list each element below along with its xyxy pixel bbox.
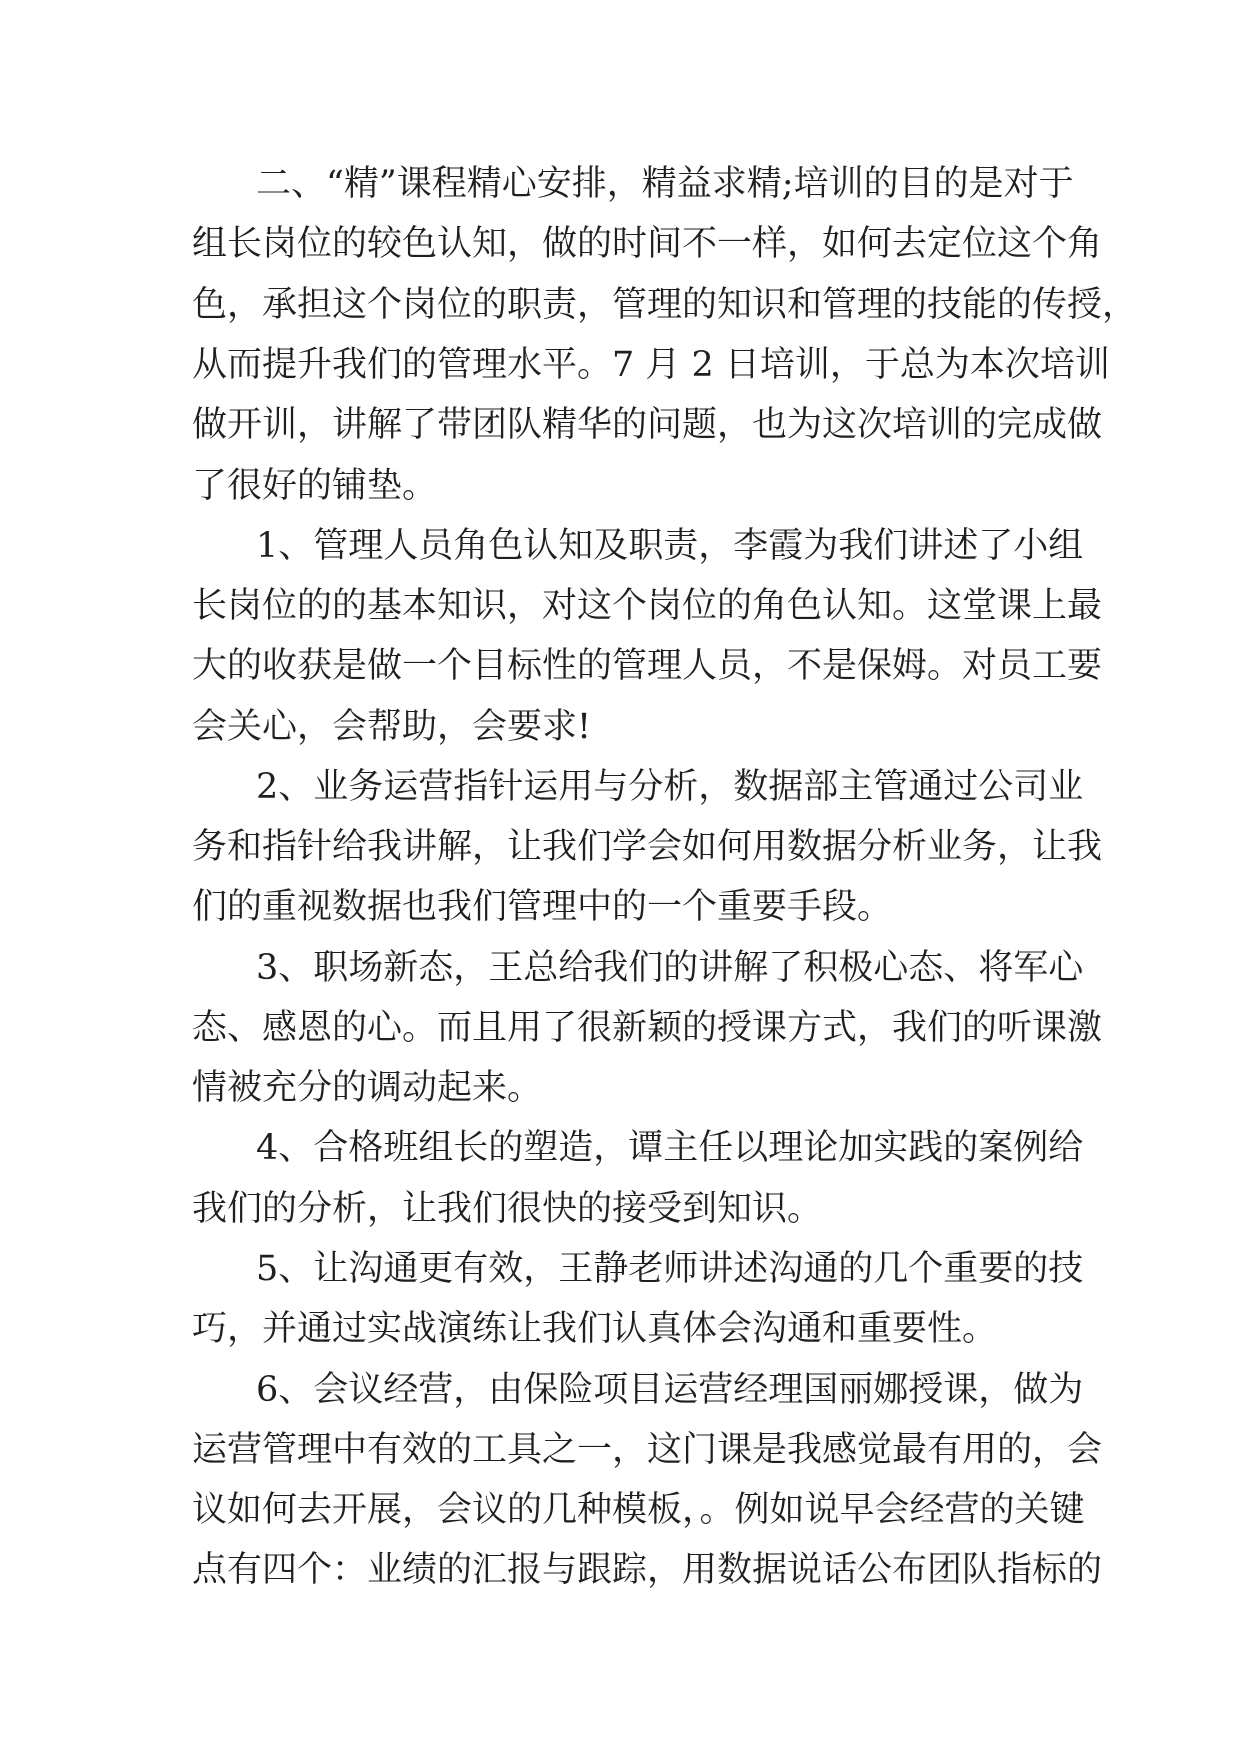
paragraph-line: 长岗位的的基本知识，对这个岗位的角色认知。这堂课上最 — [192, 586, 1103, 626]
paragraph-line: 4、合格班组长的塑造，谭主任以理论加实践的案例给 — [256, 1128, 1084, 1168]
paragraph-line: 大的收获是做一个目标性的管理人员，不是保姆。对员工要 — [192, 646, 1103, 686]
paragraph-line: 组长岗位的较色认知，做的时间不一样，如何去定位这个角 — [192, 224, 1103, 264]
paragraph-line: 我们的分析，让我们很快的接受到知识。 — [192, 1189, 823, 1229]
paragraph-line: 议如何去开展，会议的几种模板，。例如说早会经营的关键 — [192, 1490, 1085, 1530]
paragraph-line: 二、“精”课程精心安排，精益求精;培训的目的是对于 — [256, 164, 1074, 204]
paragraph-line: 从而提升我们的管理水平。7 月 2 日培训，于总为本次培训 — [192, 345, 1110, 385]
paragraph-line: 态、感恩的心。而且用了很新颖的授课方式，我们的听课激 — [192, 1008, 1103, 1048]
paragraph-line: 6、会议经营，由保险项目运营经理国丽娜授课，做为 — [256, 1370, 1084, 1410]
paragraph-line: 5、让沟通更有效，王静老师讲述沟通的几个重要的技 — [256, 1249, 1084, 1289]
paragraph-line: 巧，并通过实战演练让我们认真体会沟通和重要性。 — [192, 1309, 998, 1349]
paragraph-line: 1、管理人员角色认知及职责，李霞为我们讲述了小组 — [256, 526, 1084, 566]
paragraph-line: 3、职场新态，王总给我们的讲解了积极心态、将军心 — [256, 948, 1084, 988]
paragraph-line: 做开训，讲解了带团队精华的问题，也为这次培训的完成做 — [192, 405, 1103, 445]
paragraph-line: 2、业务运营指针运用与分析，数据部主管通过公司业 — [256, 767, 1084, 807]
paragraph-line: 务和指针给我讲解，让我们学会如何用数据分析业务，让我 — [192, 827, 1103, 867]
paragraph-line: 运营管理中有效的工具之一，这门课是我感觉最有用的，会 — [192, 1430, 1103, 1470]
paragraph-line: 情被充分的调动起来。 — [192, 1068, 543, 1108]
paragraph-line: 们的重视数据也我们管理中的一个重要手段。 — [192, 887, 893, 927]
paragraph-line: 色，承担这个岗位的职责，管理的知识和管理的技能的传授， — [192, 285, 1138, 325]
paragraph-line: 点有四个：业绩的汇报与跟踪，用数据说话公布团队指标的 — [192, 1550, 1103, 1590]
paragraph-line: 会关心，会帮助，会要求! — [192, 707, 592, 747]
paragraph-line: 了很好的铺垫。 — [192, 466, 438, 506]
